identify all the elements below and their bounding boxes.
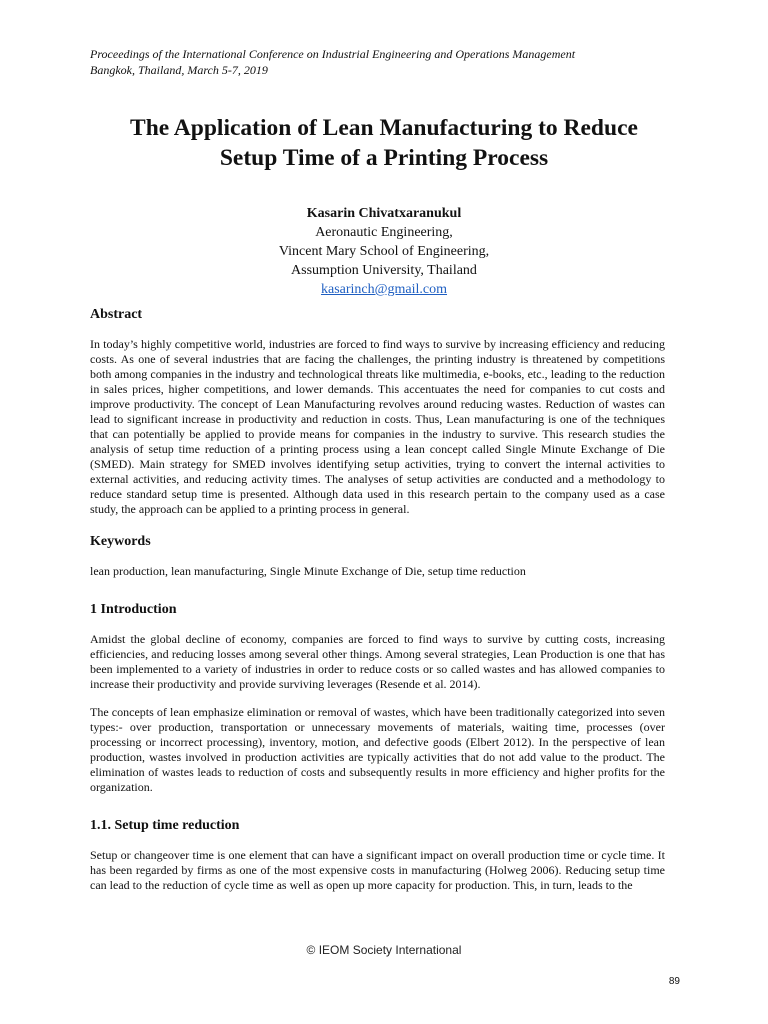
title-line-2: Setup Time of a Printing Process: [219, 145, 549, 171]
author-block: [0, 204, 768, 299]
paper-body: [90, 306, 665, 893]
abstract-text: In today’s highly competitive world, industries are forced to find ways to survive by increasing efficiency and reducing costs. As one of several industries that are facing the challenges, the printing industry is threatened by competitions both among companies in the industry and technological threats like multimedia, e-books, etc., leading to the reduction in sales prices, higher competitions, and lower demands. This accentuates the need for companies to cut costs and improve productivity. The concept of Lean Manufacturing revolves around reducing wastes. Reduction of wastes can lead to significant increase in productivity and reduction in costs. Thus, Lean manufacturing is one of the techniques that can potentially be applied to provide means for companies in the industry to survive. This research studies the analysis of setup time reduction of a printing process using a lean concept called Single Minute Exchange of Die (SMED). Main strategy for SMED involves identifying setup activities, trying to convert the internal activities to external activities, and reducing activity times. The analyses of setup activities are conducted and a methodology to reduce standard setup time is presented. Although data used in this research pertain to the company used as a case study, the approach can be applied to a printing process in general.: [90, 337, 665, 516]
setup-time-heading: 1.1. Setup time reduction: [90, 818, 240, 833]
proceedings-line-2: Bangkok, Thailand, March 5-7, 2019: [90, 63, 268, 77]
keywords-heading: Keywords: [90, 534, 151, 549]
author-name: Kasarin Chivatxaranukul: [306, 206, 462, 221]
proceedings-line-1: Proceedings of the International Conference on Industrial Engineering and Operations Management: [90, 47, 576, 61]
paper-title: [60, 113, 708, 173]
keywords-text: lean production, lean manufacturing, Single Minute Exchange of Die, setup time reduction: [90, 564, 526, 578]
introduction-heading: 1 Introduction: [90, 602, 177, 617]
setup-time-paragraph: Setup or changeover time is one element that can have a significant impact on overall production time or cycle time. It has been regarded by firms as one of the most expensive costs in manufacturing (Holweg 2006). Reducing setup time can lead to the reduction of cycle time as well as open up more capacity for production. This, in turn, leads to the: [90, 848, 665, 892]
introduction-paragraph-1: Amidst the global decline of economy, companies are forced to find ways to survive by cutting costs, increasing efficiencies, and reducing losses among several other things. Among several strategies, Lean Production is one that has been implemented to a variety of industries in order to reduce costs or so called wastes and has allowed companies to increase their productivity and provide surviving leverages (Resende et al. 2014).: [90, 632, 665, 691]
page-number: 89: [668, 976, 680, 987]
author-school: Vincent Mary School of Engineering,: [278, 244, 490, 259]
title-line-1: The Application of Lean Manufacturing to Reduce: [130, 115, 638, 141]
proceedings-header: [90, 46, 690, 78]
abstract-heading: Abstract: [90, 307, 143, 322]
author-department: Aeronautic Engineering,: [315, 225, 453, 240]
footer-copyright: © IEOM Society International: [306, 943, 462, 957]
author-email-link[interactable]: kasarinch@gmail.com: [320, 282, 448, 297]
introduction-paragraph-2: The concepts of lean emphasize elimination or removal of wastes, which have been traditionally categorized into seven types:- over production, transportation or unnecessary movements of materials, waiting time, processes (over processing or incorrect processing), inventory, motion, and defective goods (Elbert 2012). In the perspective of lean production, wastes involved in production activities are typically activities that do not add value to the product. The elimination of wastes leads to reduction of costs and subsequently results in more efficiency and higher profits for the organization.: [90, 705, 665, 794]
author-university: Assumption University, Thailand: [291, 263, 477, 278]
